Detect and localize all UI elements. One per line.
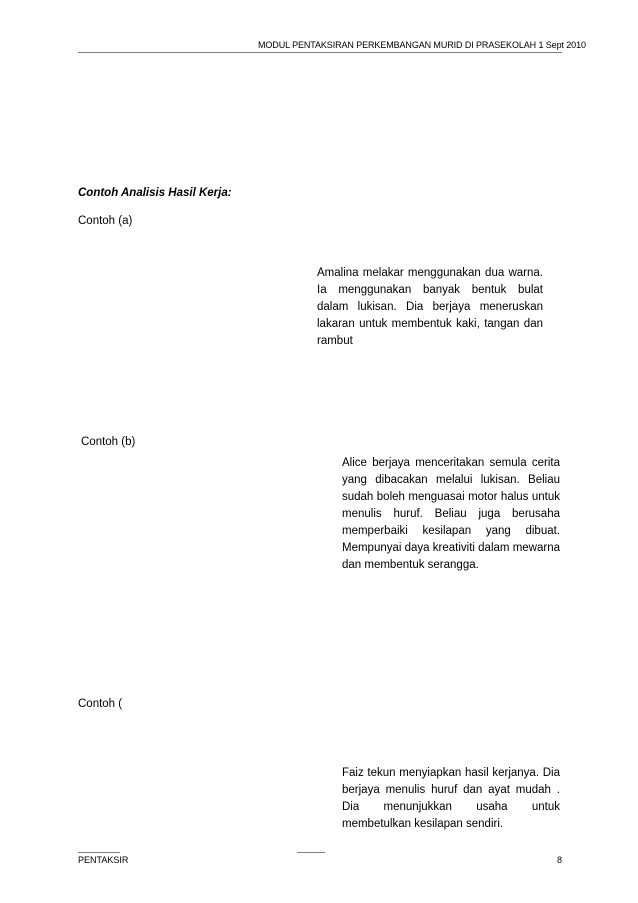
header-divider (78, 52, 562, 53)
footer-divider-center (297, 852, 325, 853)
example-b-label: Contoh (b) (81, 436, 136, 448)
example-c-description: Faiz tekun menyiapkan hasil kerjanya. Dia berjaya menulis huruf dan ayat mudah . Dia menunjukkan usaha untuk membetulkan kesilapan sendiri. (342, 767, 560, 830)
footer-divider-left (78, 852, 120, 853)
example-a-description: Amalina melakar menggunakan dua warna. Ia menggunakan banyak bentuk bulat dalam lukisan. Dia berjaya meneruskan lakaran untuk membentuk kaki, tangan dan rambut (317, 267, 543, 347)
footer-text: PENTAKSIR (78, 855, 129, 865)
example-c-label: Contoh ( (78, 698, 123, 710)
header-title: MODUL PENTAKSIRAN PERKEMBANGAN MURID DI PRASEKOLAH 1 Sept 2010 (258, 40, 586, 50)
footer-page-number: 8 (557, 855, 563, 865)
example-a-label: Contoh (a) (78, 215, 133, 227)
example-b-description: Alice berjaya menceritakan semula cerita yang dibacakan melalui lukisan. Beliau sudah boleh menguasai motor halus untuk menulis huruf. Beliau juga berusaha memperbaiki kesilapan yang dibuat. Mempunyai daya kreativiti dalam mewarna dan membentuk serangga. (342, 457, 560, 571)
section-title: Contoh Analisis Hasil Kerja: (78, 187, 232, 199)
